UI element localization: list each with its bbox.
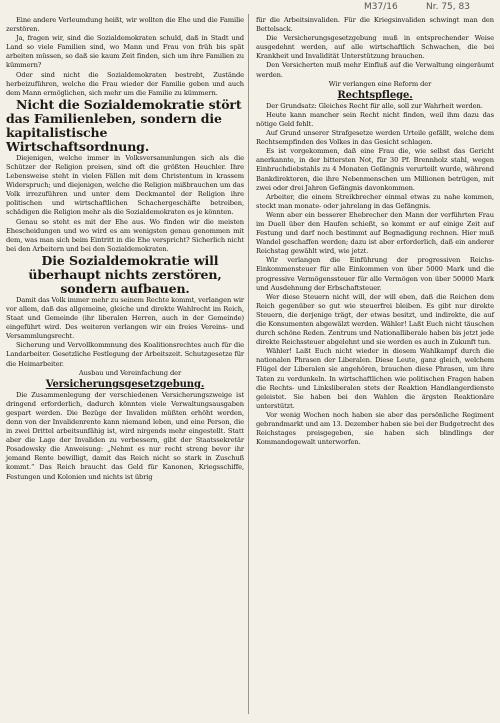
paragraph: Auf Grund unserer Strafgesetze werden Urteile gefällt, welche dem Rechtsempfinden des Volkes in das Gesicht schlagen.	[256, 129, 494, 147]
paragraph: Wenn aber ein besserer Ehebrecher den Mann der verführten Frau im Duell über den Haufen schießt, so kommt er auf einige Zeit auf Festung und darf noch bestimmt auf Begnadigung rechnen. Hier muß Wandel geschaffen werden; dazu ist aber erforderlich, daß ein anderer Reichstag gewählt wird, wie jetzt.	[256, 210, 494, 256]
paragraph: Es ist vorgekommen, daß eine Frau die, wie selbst das Gericht anerkannte, in der bittersten Not, für 30 Pf. Brennholz stahl, wegen Einbruchdiebstahls zu 4 Monaten Gefängnis verurteilt wurde, während Bankdirektoren, die ihre Nebenmenschen um Millionen betrügen, mit zwei oder drei Jahren Gefängnis davonkommen.	[256, 147, 494, 192]
paragraph: Heute kann mancher sein Recht nicht finden, weil ihm dazu das nötige Geld fehlt.	[256, 110, 494, 128]
paragraph: Arbeiter, die einem Streikbrecher einmal etwas zu nahe kommen, steckt man monate- oder jahrelang in das Gefängnis.	[256, 192, 494, 210]
paragraph: Vor wenig Wochen noch haben sie aber das persönliche Regiment gebrandmarkt und am 13. Dezember haben sie bei der Budgetrecht des Reichstages preisgegeben, sie haben sich blindlings der Kommandogewalt unterworfen.	[256, 410, 494, 447]
paragraph: Die Versicherungsgesetzgebung muß in entsprechender Weise ausgedehnt werden, auf alle wirtschaftlich Schwachen, die bei Krankheit und Invalidität Unterstützung brauchen.	[256, 34, 494, 61]
section-heading: Versicherungsgesetzgebung.	[45, 378, 205, 390]
paragraph: Diejenigen, welche immer in Volksversammlungen sich als die Schützer der Religion preisen, sind oft die größten Heuchler. Ihre Lebensweise steht in vielen Fällen mit dem Christentum in krassem Widerspruch; und diejenigen, welche die Religion mißbrauchen um das Volk irrezuführen und unter dem Deckmantel der Religion ihre politischen und wirtschaftlichen Schachergeschäfte betreiben, schädigen die Religion mehr als die Sozialdemokraten es je könnten.	[6, 153, 244, 217]
paragraph: Sicherung und Vervollkommnung des Koalitionsrechtes auch für die Landarbeiter. Gesetzliche Festlegung der Arbeitszeit. Schutzgesetze für die Heimarbeiter.	[6, 341, 244, 368]
paragraph: Genau so steht es mit der Ehe aus. Wo finden wir die meisten Ehescheidungen und wo wird es am wenigsten genau genommen mit dem, was man sich beim Eintritt in die Ehe verspricht? Sicherlich nicht bei den Arbeitern und bei den Sozialdemokraten.	[6, 217, 244, 253]
left-column	[6, 16, 244, 482]
handwritten-annotation: M37/16	[364, 2, 398, 12]
column-divider	[248, 14, 249, 714]
paragraph: Ja, fragen wir, sind die Sozialdemokraten schuld, daß in Stadt und Land so viele Familien sind, wo Mann und Frau von früh bis spät arbeiten müssen, so daß sie kaum Zeit finden, sich um ihre Familien zu kümmern?	[6, 34, 244, 70]
paragraph: Oder sind nicht die Sozialdemokraten bestrebt, Zustände herbeizuführen, welche die Frau wieder der Familie geben und auch dem Mann ermöglichen, sich mehr um die Familie zu kümmern.	[6, 70, 244, 97]
paragraph: Wähler! Laßt Euch nicht wieder in diesem Wahlkampf durch die nationalen Phrasen der Liberalen. Diese Leute, ganz gleich, welchem Flügel der Liberalen sie angehören, brauchen diese Phrasen, um ihre Taten zu verdunkeln. In wirtschaftlichen wie politischen Fragen haben die Rechts- und Linksliberalen stets der Reaktion Handlangerdienste geleistet. Sie haben bei den Wahlen die ärgsten Reaktionäre unterstützt.	[256, 347, 494, 410]
right-column	[256, 16, 494, 447]
paragraph: Eine andere Verleumdung heißt, wir wollten die Ehe und die Familie zerstören.	[6, 16, 244, 34]
paragraph: Damit das Volk immer mehr zu seinem Rechte kommt, verlangen wir vor allem, daß das allgemeine, gleiche und direkte Wahlrecht im Reich, Staat und Gemeinde (ihr liberalen Herren, auch in der Gemeinde) eingeführt wird. Des weiteren verlangen wir ein freies Vereins- und Versammlungsrecht.	[6, 295, 244, 341]
paragraph: Ausbau und Vereinfachung der	[78, 368, 182, 377]
handwritten-annotation: Nr. 75, 83	[426, 2, 470, 12]
section-heading: Rechtspflege.	[337, 89, 413, 101]
bold-heading: Die Sozialdemokratie will überhaupt nichts zerstören, sondern aufbauen.	[28, 252, 222, 296]
paragraph: Der Grundsatz: Gleiches Recht für alle, soll zur Wahrheit werden.	[266, 101, 483, 110]
paragraph: Die Zusammenlegung der verschiedenen Versicherungszweige ist dringend erforderlich, dadurch könnten viele Verwaltungsausgaben gespart werden. Die Bezüge der Invaliden müßten erhöht werden, denn von der Invalidenrente kann niemand leben, und eine Person, die in zwei Drittel arbeitsunfähig ist, wird nirgends mehr eingestellt. Statt aber die Lage der Invaliden zu verbessern, gibt der Staatssekretär Posadowsky die Anweisung: „Nehmt es nur recht streng bevor ihr jemand Rente bewilligt, damit das Reich nicht so stark in Zuschuß kommt.“ Das Reich braucht das Geld für Kanonen, Kriegsschiffe, Festungen und Kolonien und nichts ist übrig	[6, 390, 244, 481]
paragraph: für die Arbeitsinvaliden. Für die Kriegsinvaliden schwingt man den Bettelsack.	[256, 16, 494, 34]
paragraph: Wer diese Steuern nicht will, der will eben, daß die Reichen dem Reich gegenüber so gut wie steuerfrei bleiben. Es gibt nur direkte Steuern, die derjenige trägt, der etwas besitzt, und indirekte, die auf die Konsumenten abgewälzt werden. Wähler! Laßt Euch nicht täuschen durch schöne Reden. Zentrum und Nationalliberale haben bis jetzt jede direkte Reichssteuer abgelehnt und sie werden es auch in Zukunft tun.	[256, 292, 494, 347]
paragraph: Wir verlangen eine Reform der	[328, 79, 432, 88]
paragraph: Den Versicherten muß mehr Einfluß auf die Verwaltung eingeräumt werden.	[256, 61, 494, 79]
bold-heading: Nicht die Sozialdemokratie stört das Familienleben, sondern die kapitalistische Wirtschaftsordnung.	[6, 96, 242, 154]
paragraph: Wir verlangen die Einführung der progressiven Reichs-Einkommensteuer für alle Einkommen von über 5000 Mark und die progressive Vermögenssteuer für alle Vermögen von über 50000 Mark und Ausdehnung der Erbschaftsteuer.	[256, 256, 494, 292]
